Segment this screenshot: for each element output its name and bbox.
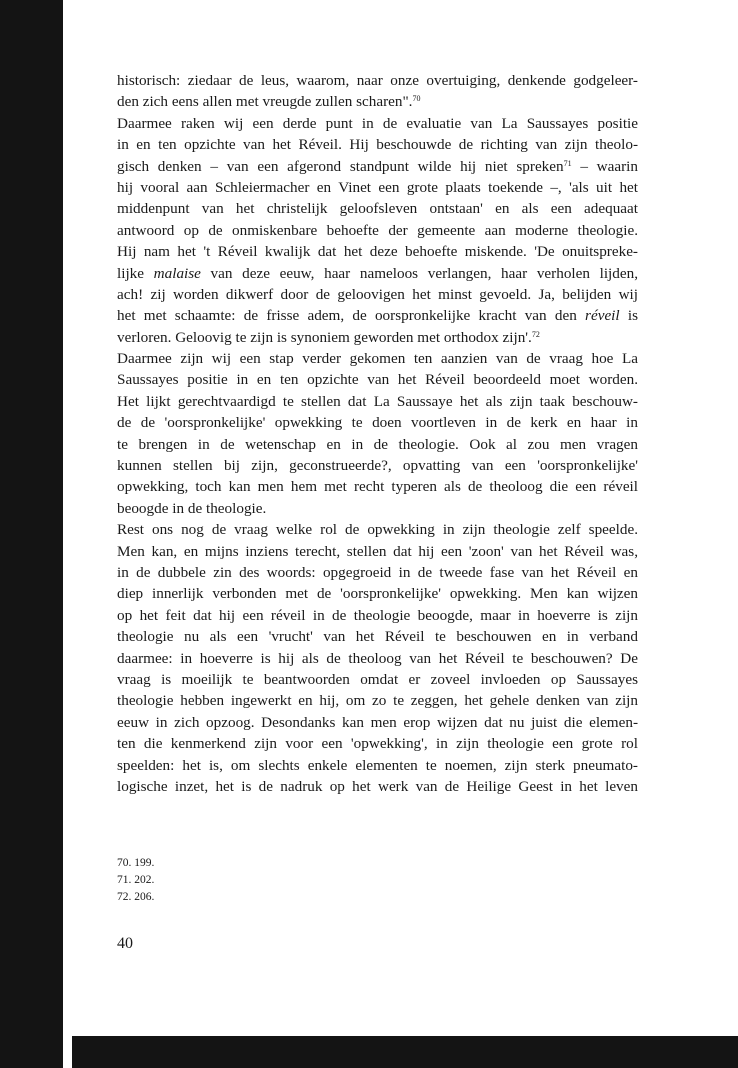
line-text: Hij nam het 't Réveil kwalijk dat het deze behoefte miskende. 'De onuitspreke- <box>117 243 638 261</box>
scan-left-border <box>0 0 63 1068</box>
line-text: opwekking, toch kan men hem met recht typeren als de theoloog die een réveil <box>117 478 638 496</box>
line-text: daarmee: in hoeverre is hij als de theoloog van het Réveil te beschouwen? De <box>117 649 638 667</box>
text-line <box>117 263 638 284</box>
line-text: kunnen stellen bij zijn, geconstrueerde?, opvatting van een 'oorspronkelijke' <box>117 457 638 475</box>
text-line <box>117 391 638 412</box>
line-text: theologie hebben ingewerkt en hij, om zo te zeggen, het gehele denken van zijn <box>117 692 638 710</box>
text-line <box>117 755 638 776</box>
line-text-continued: is <box>619 307 638 325</box>
text-line <box>117 434 638 455</box>
page-number: 40 <box>117 935 133 952</box>
line-text: het met schaamte: de frisse adem, de oorspronkelijke kracht van den <box>117 307 586 325</box>
line-text: Rest ons nog de vraag welke rol de opwekking in zijn theologie zelf speelde. <box>117 521 638 539</box>
text-line <box>117 476 638 497</box>
line-text: Men kan, en mijns inziens terecht, stellen dat hij een 'zoon' van het Réveil was, <box>117 542 638 560</box>
line-text: beoogde in de theologie. <box>117 499 267 517</box>
line-text: middenpunt van het christelijk geloofsleven ontstaan' en als een adequaat <box>117 200 638 218</box>
line-text: ach! zij worden dikwerf door de geloovigen het minst gevoeld. Ja, belijden wij <box>117 285 638 303</box>
text-line <box>117 327 638 348</box>
text-line <box>117 690 638 711</box>
text-line <box>117 156 638 177</box>
line-text: ten die kenmerkend zijn voor een 'opwekking', in zijn theologie een grote rol <box>117 735 638 753</box>
text-line <box>117 519 638 540</box>
footnote: 70. 199. <box>117 857 155 869</box>
text-line <box>117 626 638 647</box>
text-line <box>117 733 638 754</box>
footnote: 72. 206. <box>117 891 155 903</box>
text-line <box>117 412 638 433</box>
text-line <box>117 712 638 733</box>
line-text: Saussayes positie in en ten opzichte van het Réveil beoordeeld moet worden. <box>117 371 638 389</box>
line-text-continued: – waarin <box>571 157 638 175</box>
text-line <box>117 305 638 326</box>
line-text: op het feit dat hij een réveil in de theologie beoogde, maar in hoeverre is zijn <box>117 606 638 624</box>
line-text: historisch: ziedaar de leus, waarom, naar onze overtuiging, denkende godgeleer- <box>117 72 638 89</box>
emphasized-word: réveil <box>585 307 620 325</box>
scan-bottom-border <box>72 1036 738 1068</box>
footnote-ref: 72 <box>531 329 540 339</box>
text-line <box>117 583 638 604</box>
line-text: hij vooral aan Schleiermacher en Vinet een grote plaats toekende –, 'als uit het <box>117 178 638 196</box>
line-text: Daarmee raken wij een derde punt in de evaluatie van La Saussayes positie <box>117 114 638 132</box>
emphasized-word: malaise <box>153 264 201 282</box>
line-text: diep innerlijk verbonden met de 'oorspronkelijke' opwekking. Men kan wijzen <box>117 585 638 603</box>
text-line <box>117 113 638 134</box>
text-line <box>117 134 638 155</box>
text-line <box>117 369 638 390</box>
text-line <box>117 284 638 305</box>
body-text <box>117 70 638 797</box>
text-line <box>117 220 638 241</box>
text-line <box>117 455 638 476</box>
line-text: lijke <box>117 264 154 282</box>
line-text: in de dubbele zin des woords: opgegroeid in de tweede fase van het Réveil en <box>117 563 638 581</box>
footnote-ref: 70 <box>412 94 421 104</box>
line-text: speelden: het is, om slechts enkele elementen te noemen, zijn sterk pneumato- <box>117 756 638 774</box>
text-line <box>117 498 638 519</box>
text-line <box>117 776 638 797</box>
line-text: den zich eens allen met vreugde zullen scharen". <box>117 93 413 111</box>
line-text: vraag is moeilijk te beantwoorden omdat er zoveel invloeden op Saussayes <box>117 670 638 688</box>
text-line <box>117 198 638 219</box>
line-text: in en ten opzichte van het Réveil. Hij beschouwde de richting van zijn theolo- <box>117 136 638 154</box>
line-text: Het lijkt gerechtvaardigd te stellen dat La Saussaye het als zijn taak beschouw- <box>117 392 638 410</box>
text-line <box>117 91 638 112</box>
line-text: Daarmee zijn wij een stap verder gekomen ten aanzien van de vraag hoe La <box>117 350 638 368</box>
line-text: logische inzet, het is de nadruk op het werk van de Heilige Geest in het leven <box>117 777 638 795</box>
text-line <box>117 562 638 583</box>
text-line <box>117 648 638 669</box>
line-text: gisch denken – van een afgerond standpunt wilde hij niet spreken <box>117 157 564 175</box>
text-line <box>117 541 638 562</box>
line-text: de de 'oorspronkelijke' opwekking te doen voortleven in de kerk en haar in <box>117 414 638 432</box>
text-line <box>117 70 638 91</box>
line-text: eeuw in zich opzoog. Desondanks kan men erop wijzen dat nu juist die elemen- <box>117 713 638 731</box>
text-line <box>117 669 638 690</box>
line-text: theologie nu als een 'vrucht' van het Réveil te beschouwen en in verband <box>117 628 638 646</box>
footnotes <box>117 855 154 906</box>
footnote: 71. 202. <box>117 874 155 886</box>
line-text-continued: van deze eeuw, haar nameloos verlangen, haar verholen lijden, <box>200 264 639 282</box>
text-line <box>117 177 638 198</box>
text-line <box>117 605 638 626</box>
line-text: te brengen in de wetenschap en in de theologie. Ook al zou men vragen <box>117 435 638 453</box>
line-text: verloren. Geloovig te zijn is synoniem geworden met orthodox zijn'. <box>117 328 532 346</box>
line-text: antwoord op de onmiskenbare behoefte der gemeente aan moderne theologie. <box>117 221 638 239</box>
text-line <box>117 241 638 262</box>
text-line <box>117 348 638 369</box>
footnote-ref: 71 <box>563 158 572 168</box>
